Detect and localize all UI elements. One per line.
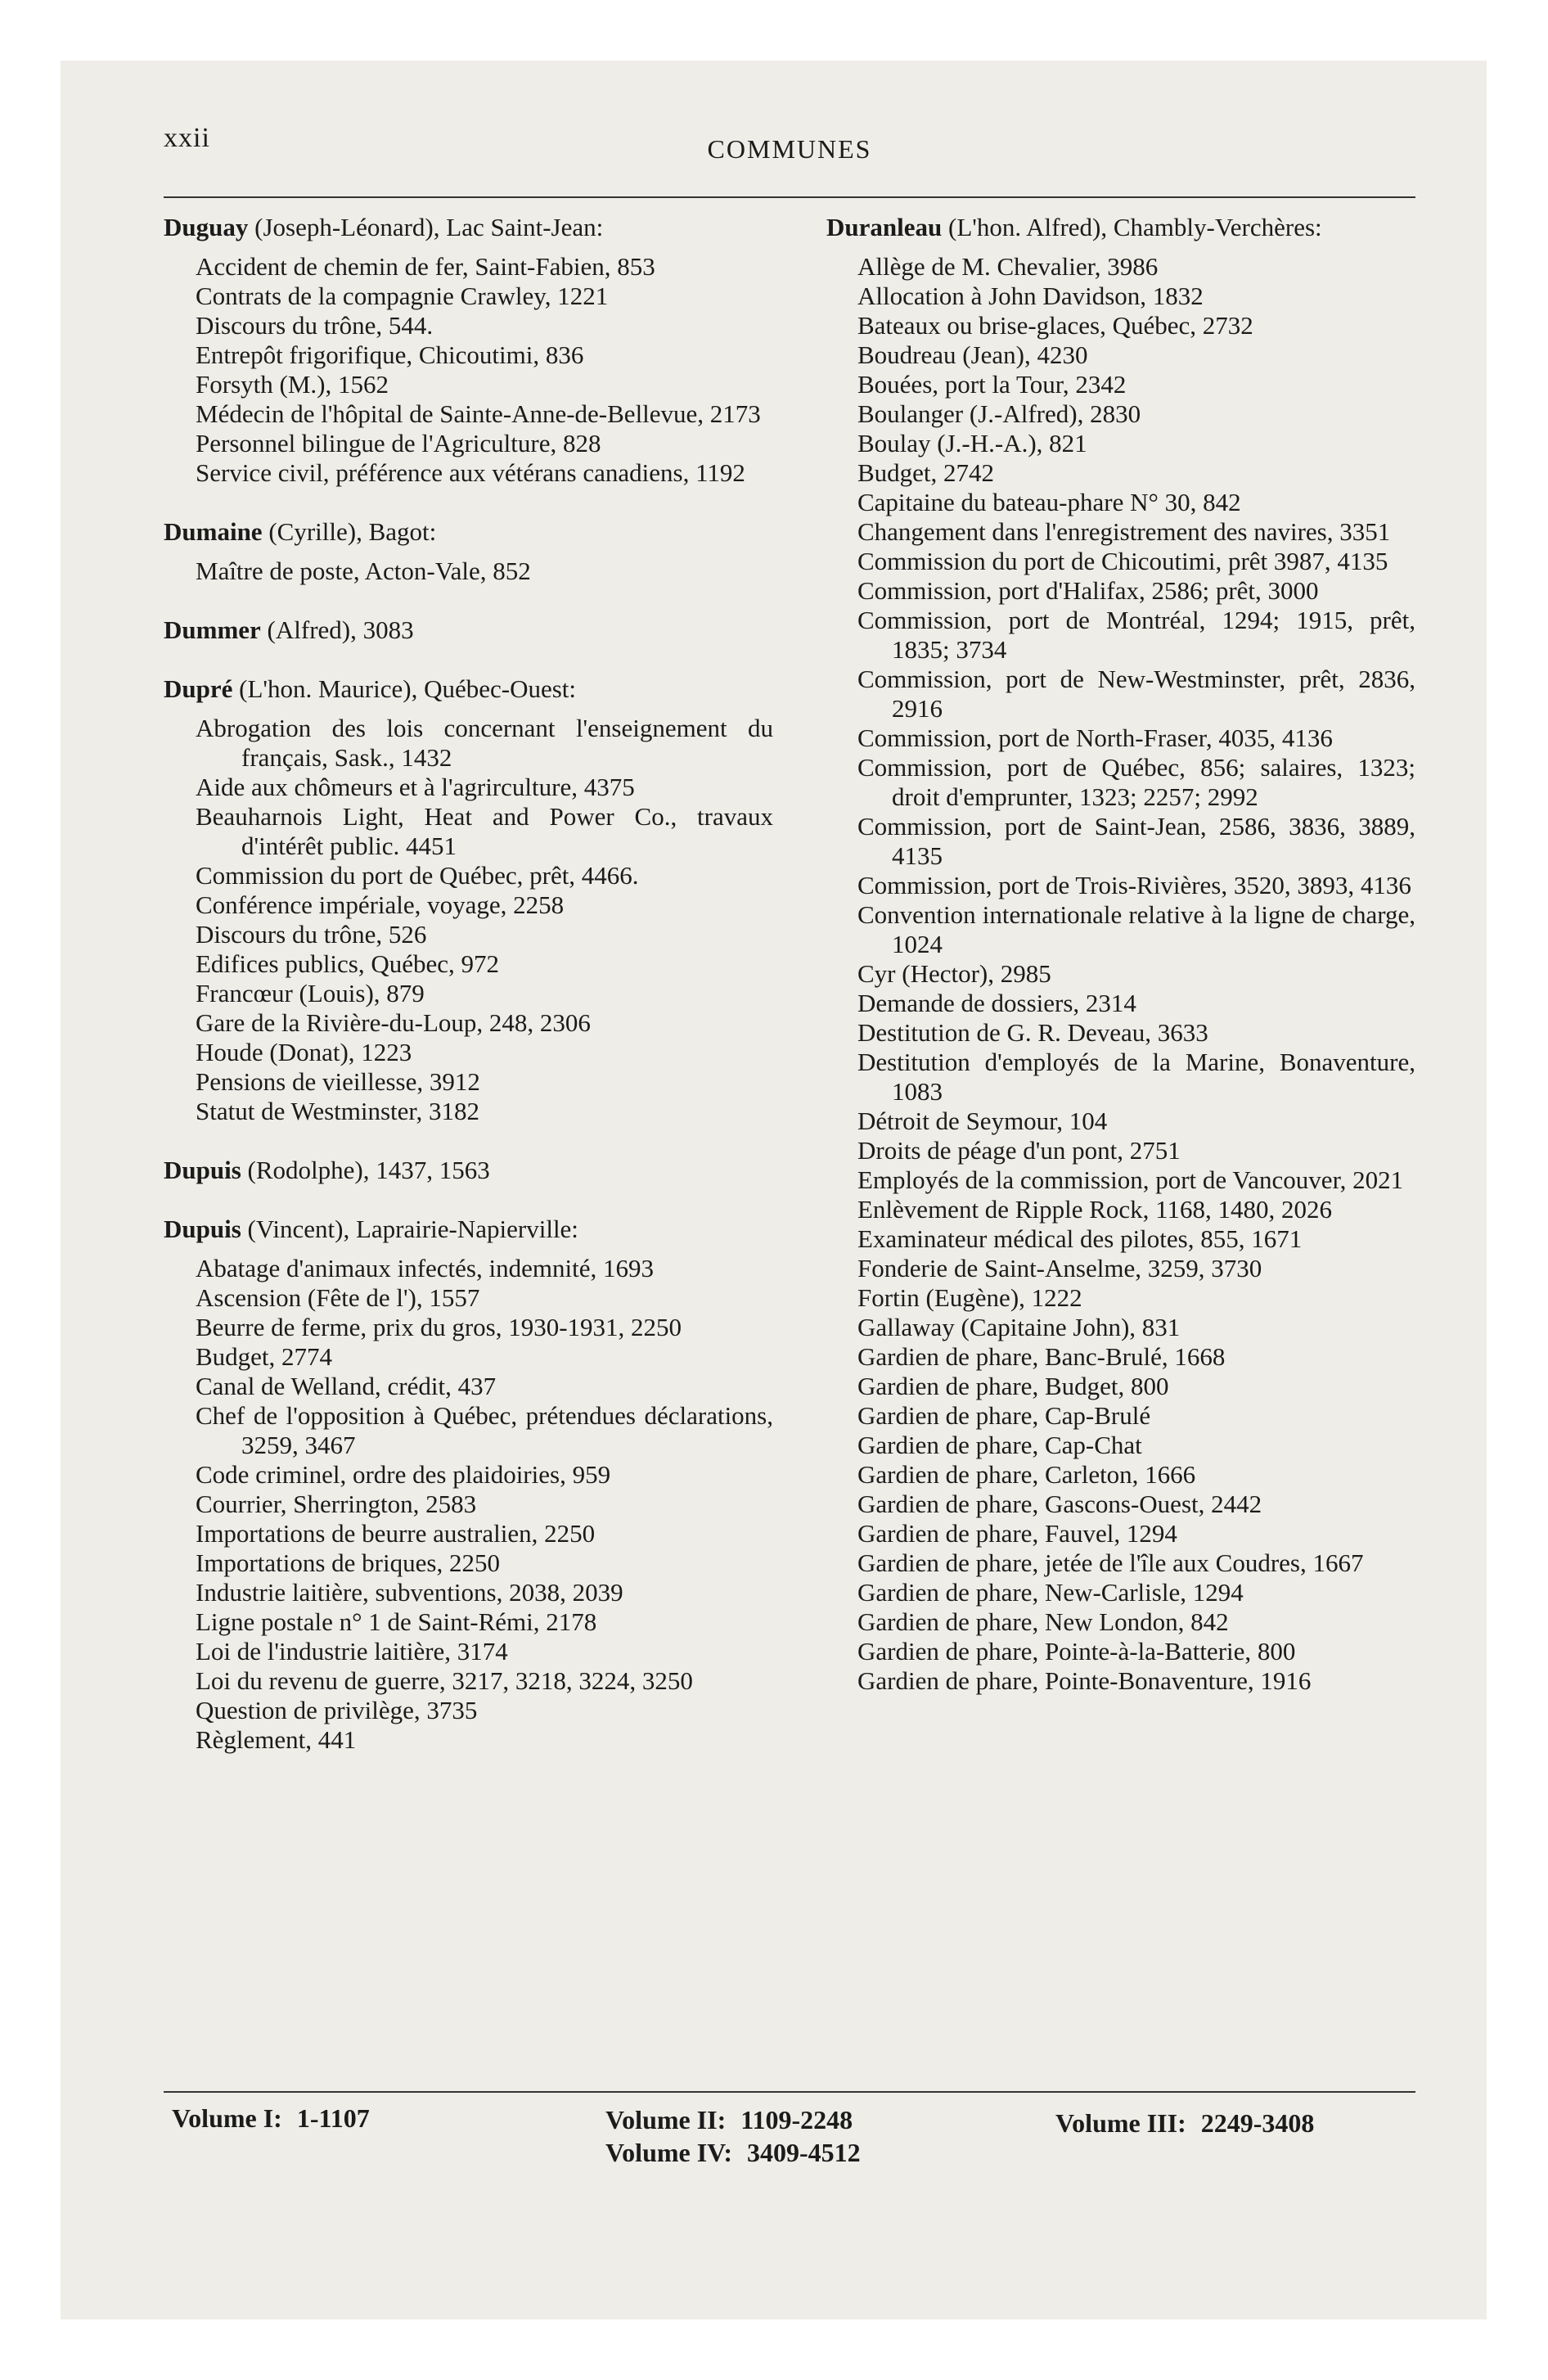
subentry: Aide aux chômeurs et à l'agrirculture, 4375 <box>196 773 635 801</box>
subentry: Importations de briques, 2250 <box>196 1548 500 1577</box>
subentry: Règlement, 441 <box>196 1725 357 1754</box>
entry-surname: Dumaine <box>164 517 263 546</box>
index-entry <box>164 615 773 645</box>
subentry: Discours du trône, 526 <box>196 920 427 949</box>
subentry: Commission, port d'Halifax, 2586; prêt, 3000 <box>857 576 1319 605</box>
volume-2-range: 1109-2248 <box>740 2105 853 2134</box>
subentry: Edifices publics, Québec, 972 <box>196 949 500 978</box>
index-entry <box>164 213 773 488</box>
subentry: Commission, port de New-Westminster, prêt, 2836, 2916 <box>857 665 1415 723</box>
subentry: Gardien de phare, Cap-Brulé <box>857 1401 1151 1430</box>
subentry: Gardien de phare, Carleton, 1666 <box>857 1460 1196 1489</box>
subentry: Canal de Welland, crédit, 437 <box>196 1372 497 1400</box>
volume-4 <box>605 2136 861 2169</box>
index-entry <box>164 517 773 586</box>
subentry: Entrepôt frigorifique, Chicoutimi, 836 <box>196 340 584 369</box>
index-entry <box>826 213 1415 1696</box>
left-column <box>164 213 773 1784</box>
subentry: Commission du port de Chicoutimi, prêt 3987, 4135 <box>857 547 1388 575</box>
subentry: Boulay (J.-H.-A.), 821 <box>857 429 1087 458</box>
entry-details: (Joseph-Léonard), Lac Saint-Jean: <box>254 213 604 241</box>
subentry: Contrats de la compagnie Crawley, 1221 <box>196 282 609 310</box>
subentry: Commission, port de Montréal, 1294; 1915, prêt, 1835; 3734 <box>857 606 1415 664</box>
subentry: Loi du revenu de guerre, 3217, 3218, 3224, 3250 <box>196 1666 693 1695</box>
entry-heading <box>164 517 773 547</box>
subentry: Statut de Westminster, 3182 <box>196 1097 479 1125</box>
running-head: COMMUNES <box>707 134 872 164</box>
subentry: Enlèvement de Ripple Rock, 1168, 1480, 2026 <box>857 1195 1333 1224</box>
subentry: Gardien de phare, Fauvel, 1294 <box>857 1519 1177 1548</box>
volume-2 <box>605 2103 853 2136</box>
subentry: Destitution d'employés de la Marine, Bonaventure, 1083 <box>857 1048 1415 1106</box>
volume-2-label: Volume II: <box>605 2105 727 2134</box>
subentry: Capitaine du bateau-phare N° 30, 842 <box>857 488 1241 516</box>
subentry: Maître de poste, Acton-Vale, 852 <box>196 557 531 585</box>
subentry: Francœur (Louis), 879 <box>196 979 425 1007</box>
subentry: Commission, port de North-Fraser, 4035, 4136 <box>857 723 1333 752</box>
subentry: Destitution de G. R. Deveau, 3633 <box>857 1018 1208 1047</box>
subentry: Personnel bilingue de l'Agriculture, 828 <box>196 429 601 458</box>
subentry: Pensions de vieillesse, 3912 <box>196 1067 480 1096</box>
entry-details: (L'hon. Maurice), Québec-Ouest: <box>239 674 577 703</box>
subentry: Détroit de Seymour, 104 <box>857 1107 1108 1135</box>
subentry: Droits de péage d'un pont, 2751 <box>857 1136 1181 1165</box>
subentry: Houde (Donat), 1223 <box>196 1038 412 1066</box>
subentry: Industrie laitière, subventions, 2038, 2039 <box>196 1578 623 1607</box>
subentry: Convention internationale relative à la ligne de charge, 1024 <box>857 900 1415 958</box>
entry-surname: Dupuis <box>164 1156 241 1184</box>
subentry: Allocation à John Davidson, 1832 <box>857 282 1204 310</box>
volume-1 <box>172 2102 370 2134</box>
subentry: Courrier, Sherrington, 2583 <box>196 1490 477 1518</box>
subentry: Allège de M. Chevalier, 3986 <box>857 252 1159 281</box>
index-entry <box>164 1215 773 1755</box>
volume-3 <box>1055 2107 1314 2139</box>
subentry: Gardien de phare, Banc-Brulé, 1668 <box>857 1342 1226 1371</box>
subentry: Gardien de phare, New London, 842 <box>857 1607 1229 1636</box>
subentry: Chef de l'opposition à Québec, prétendues déclarations, 3259, 3467 <box>196 1401 773 1459</box>
entry-details: (L'hon. Alfred), Chambly-Verchères: <box>948 213 1322 241</box>
header-rule <box>164 196 1415 198</box>
subentry: Boulanger (J.-Alfred), 2830 <box>857 399 1141 428</box>
subentry: Bateaux ou brise-glaces, Québec, 2732 <box>857 311 1253 340</box>
subentry: Beauharnois Light, Heat and Power Co., travaux d'intérêt public. 4451 <box>196 802 773 860</box>
subentry: Abatage d'animaux infectés, indemnité, 1693 <box>196 1254 654 1282</box>
volume-3-range: 2249-3408 <box>1200 2108 1315 2138</box>
subentry: Gardien de phare, Pointe-à-la-Batterie, 800 <box>857 1637 1296 1666</box>
subentry: Employés de la commission, port de Vancouver, 2021 <box>857 1165 1404 1194</box>
subentry: Cyr (Hector), 2985 <box>857 959 1051 988</box>
entry-surname: Dupré <box>164 674 233 703</box>
subentry: Question de privilège, 3735 <box>196 1696 478 1724</box>
subentry: Fonderie de Saint-Anselme, 3259, 3730 <box>857 1254 1262 1282</box>
entry-surname: Duguay <box>164 213 249 241</box>
volume-4-range: 3409-4512 <box>747 2138 861 2167</box>
subentry: Commission, port de Québec, 856; salaires, 1323; droit d'emprunter, 1323; 2257; 2992 <box>857 753 1415 811</box>
subentry: Importations de beurre australien, 2250 <box>196 1519 596 1548</box>
subentry: Commission, port de Trois-Rivières, 3520, 3893, 4136 <box>857 871 1411 899</box>
subentry: Gardien de phare, Pointe-Bonaventure, 1916 <box>857 1666 1312 1695</box>
subentry: Gare de la Rivière-du-Loup, 248, 2306 <box>196 1008 591 1037</box>
entry-surname: Dupuis <box>164 1215 241 1243</box>
entry-heading <box>164 615 773 645</box>
subentry: Commission, port de Saint-Jean, 2586, 3836, 3889, 4135 <box>857 812 1415 870</box>
entry-heading <box>164 1215 773 1244</box>
entry-heading <box>826 213 1415 242</box>
subentry: Gardien de phare, jetée de l'île aux Coudres, 1667 <box>857 1548 1364 1577</box>
subentry: Abrogation des lois concernant l'enseignement du français, Sask., 1432 <box>196 714 773 772</box>
subentry: Bouées, port la Tour, 2342 <box>857 370 1127 399</box>
subentry: Gardien de phare, Gascons-Ouest, 2442 <box>857 1490 1262 1518</box>
subentry: Demande de dossiers, 2314 <box>857 989 1136 1017</box>
subentry: Examinateur médical des pilotes, 855, 1671 <box>857 1224 1303 1253</box>
index-page <box>164 123 1415 2169</box>
subentry: Ascension (Fête de l'), 1557 <box>196 1283 480 1312</box>
subentry: Médecin de l'hôpital de Sainte-Anne-de-Bellevue, 2173 <box>196 399 761 428</box>
entry-surname: Duranleau <box>826 213 943 241</box>
subentry: Conférence impériale, voyage, 2258 <box>196 890 565 919</box>
subentry: Discours du trône, 544. <box>196 311 434 340</box>
index-entry <box>164 674 773 1126</box>
volume-4-label: Volume IV: <box>605 2138 732 2167</box>
entry-details: (Cyrille), Bagot: <box>268 517 437 546</box>
subentry: Gallaway (Capitaine John), 831 <box>857 1313 1181 1341</box>
subentry: Commission du port de Québec, prêt, 4466. <box>196 861 639 890</box>
subentry: Budget, 2742 <box>857 458 995 487</box>
subentry: Gardien de phare, Budget, 800 <box>857 1372 1169 1400</box>
footer-rule <box>164 2091 1415 2093</box>
entry-details: (Rodolphe), 1437, 1563 <box>247 1156 490 1184</box>
entry-details: (Vincent), Laprairie-Napierville: <box>247 1215 578 1243</box>
subentry: Fortin (Eugène), 1222 <box>857 1283 1082 1312</box>
subentry: Ligne postale n° 1 de Saint-Rémi, 2178 <box>196 1607 597 1636</box>
entry-heading <box>164 213 773 242</box>
subentry: Gardien de phare, Cap-Chat <box>857 1431 1142 1459</box>
volume-3-label: Volume III: <box>1055 2108 1186 2138</box>
subentry: Gardien de phare, New-Carlisle, 1294 <box>857 1578 1244 1607</box>
subentry: Forsyth (M.), 1562 <box>196 370 389 399</box>
subentry: Budget, 2774 <box>196 1342 333 1371</box>
entry-heading <box>164 1156 773 1185</box>
subentry: Loi de l'industrie laitière, 3174 <box>196 1637 508 1666</box>
entry-heading <box>164 674 773 704</box>
subentry: Boudreau (Jean), 4230 <box>857 340 1088 369</box>
subentry: Changement dans l'enregistrement des navires, 3351 <box>857 517 1391 546</box>
right-column <box>826 213 1415 1725</box>
page-number: xxii <box>164 123 210 153</box>
subentry: Code criminel, ordre des plaidoiries, 959 <box>196 1460 611 1489</box>
volume-1-label: Volume I: <box>172 2103 282 2133</box>
subentry: Beurre de ferme, prix du gros, 1930-1931, 2250 <box>196 1313 682 1341</box>
entry-details: (Alfred), 3083 <box>267 615 414 644</box>
index-entry <box>164 1156 773 1185</box>
subentry: Service civil, préférence aux vétérans canadiens, 1192 <box>196 458 745 487</box>
subentry: Accident de chemin de fer, Saint-Fabien, 853 <box>196 252 655 281</box>
entry-surname: Dummer <box>164 615 261 644</box>
volume-1-range: 1-1107 <box>296 2103 370 2133</box>
